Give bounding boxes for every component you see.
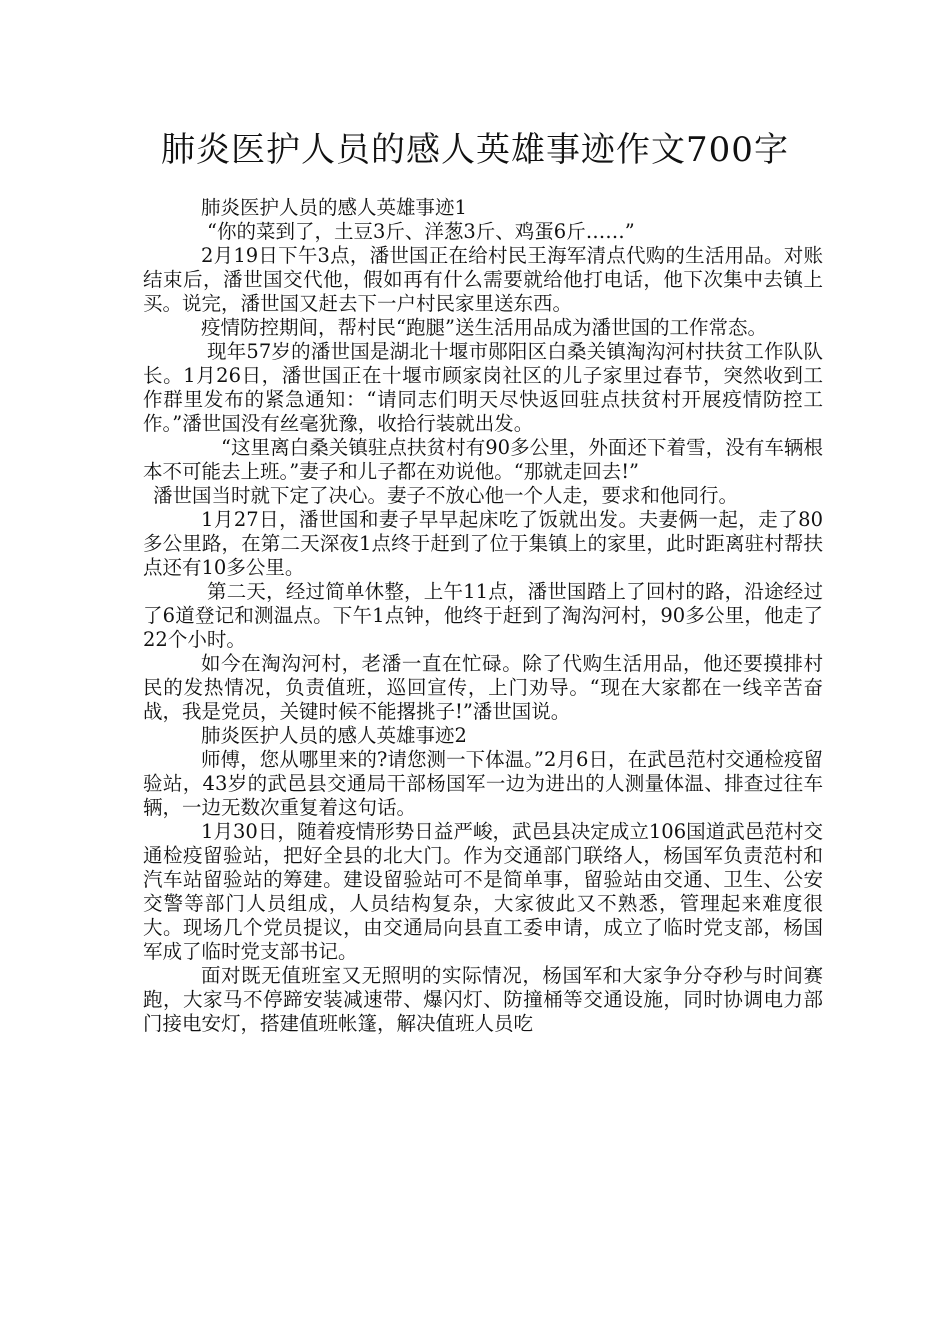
paragraph: 潘世国当时就下定了决心。妻子不放心他一个人走，要求和他同行。 — [153, 484, 739, 507]
section-heading: 肺炎医护人员的感人英雄事迹2 — [201, 724, 467, 747]
page-title: 肺炎医护人员的感人英雄事迹作文700字 — [161, 130, 789, 170]
paragraph: 1月27日，潘世国和妻子早早起床吃了饭就出发。夫妻俩一起，走了80多公里路，在第二天深夜1点终于赶到了位于集镇上的家里，此时距离驻村帮扶点还有10多公里。 — [143, 508, 823, 579]
paragraph: 如今在淘沟河村，老潘一直在忙碌。除了代购生活用品，他还要摸排村民的发热情况，负责值班，巡回宣传，上门劝导。“现在大家都在一线辛苦奋战，我是党员，关键时候不能撂挑子!”潘世国说。 — [143, 652, 823, 723]
paragraph: 现年57岁的潘世国是湖北十堰市郧阳区白桑关镇淘沟河村扶贫工作队队长。1月26日，潘世国正在十堰市顾家岗社区的儿子家里过春节，突然收到工作群里发布的紧急通知：“请同志们明天尽快返回驻点扶贫村开展疫情防控工作。”潘世国没有丝毫犹豫，收拾行装就出发。 — [143, 340, 823, 435]
paragraph: 师傅，您从哪里来的?请您测一下体温。”2月6日，在武邑范村交通检疫留验站，43岁的武邑县交通局干部杨国军一边为进出的人测量体温、排查过往车辆，一边无数次重复着这句话。 — [143, 748, 823, 819]
paragraph: 2月19日下午3点，潘世国正在给村民王海军清点代购的生活用品。对账结束后，潘世国交代他，假如再有什么需要就给他打电话，他下次集中去镇上买。说完，潘世国又赶去下一户村民家里送东西。 — [143, 244, 823, 315]
paragraph: “你的菜到了，土豆3斤、洋葱3斤、鸡蛋6斤……” — [207, 220, 635, 243]
article-body — [143, 196, 823, 1036]
paragraph: 第二天，经过简单休整，上午11点，潘世国踏上了回村的路，沿途经过了6道登记和测温点。下午1点钟，他终于赶到了淘沟河村，90多公里，他走了22个小时。 — [143, 580, 823, 651]
paragraph: 面对既无值班室又无照明的实际情况，杨国军和大家争分夺秒与时间赛跑，大家马不停蹄安装减速带、爆闪灯、防撞桶等交通设施，同时协调电力部门接电安灯，搭建值班帐篷，解决值班人员吃 — [143, 964, 823, 1035]
section-heading: 肺炎医护人员的感人英雄事迹1 — [201, 196, 467, 219]
paragraph: 疫情防控期间，帮村民“跑腿”送生活用品成为潘世国的工作常态。 — [201, 316, 767, 339]
paragraph: 1月30日，随着疫情形势日益严峻，武邑县决定成立106国道武邑范村交通检疫留验站，把好全县的北大门。作为交通部门联络人，杨国军负责范村和汽车站留验站的筹建。建设留验站可不是简单事，留验站由交通、卫生、公安交警等部门人员组成，人员结构复杂，大家彼此又不熟悉，管理起来难度很大。现场几个党员提议，由交通局向县直工委申请，成立了临时党支部，杨国军成了临时党支部书记。 — [143, 820, 823, 963]
paragraph: “这里离白桑关镇驻点扶贫村有90多公里，外面还下着雪，没有车辆根本不可能去上班。”妻子和儿子都在劝说他。“那就走回去!” — [143, 436, 823, 483]
